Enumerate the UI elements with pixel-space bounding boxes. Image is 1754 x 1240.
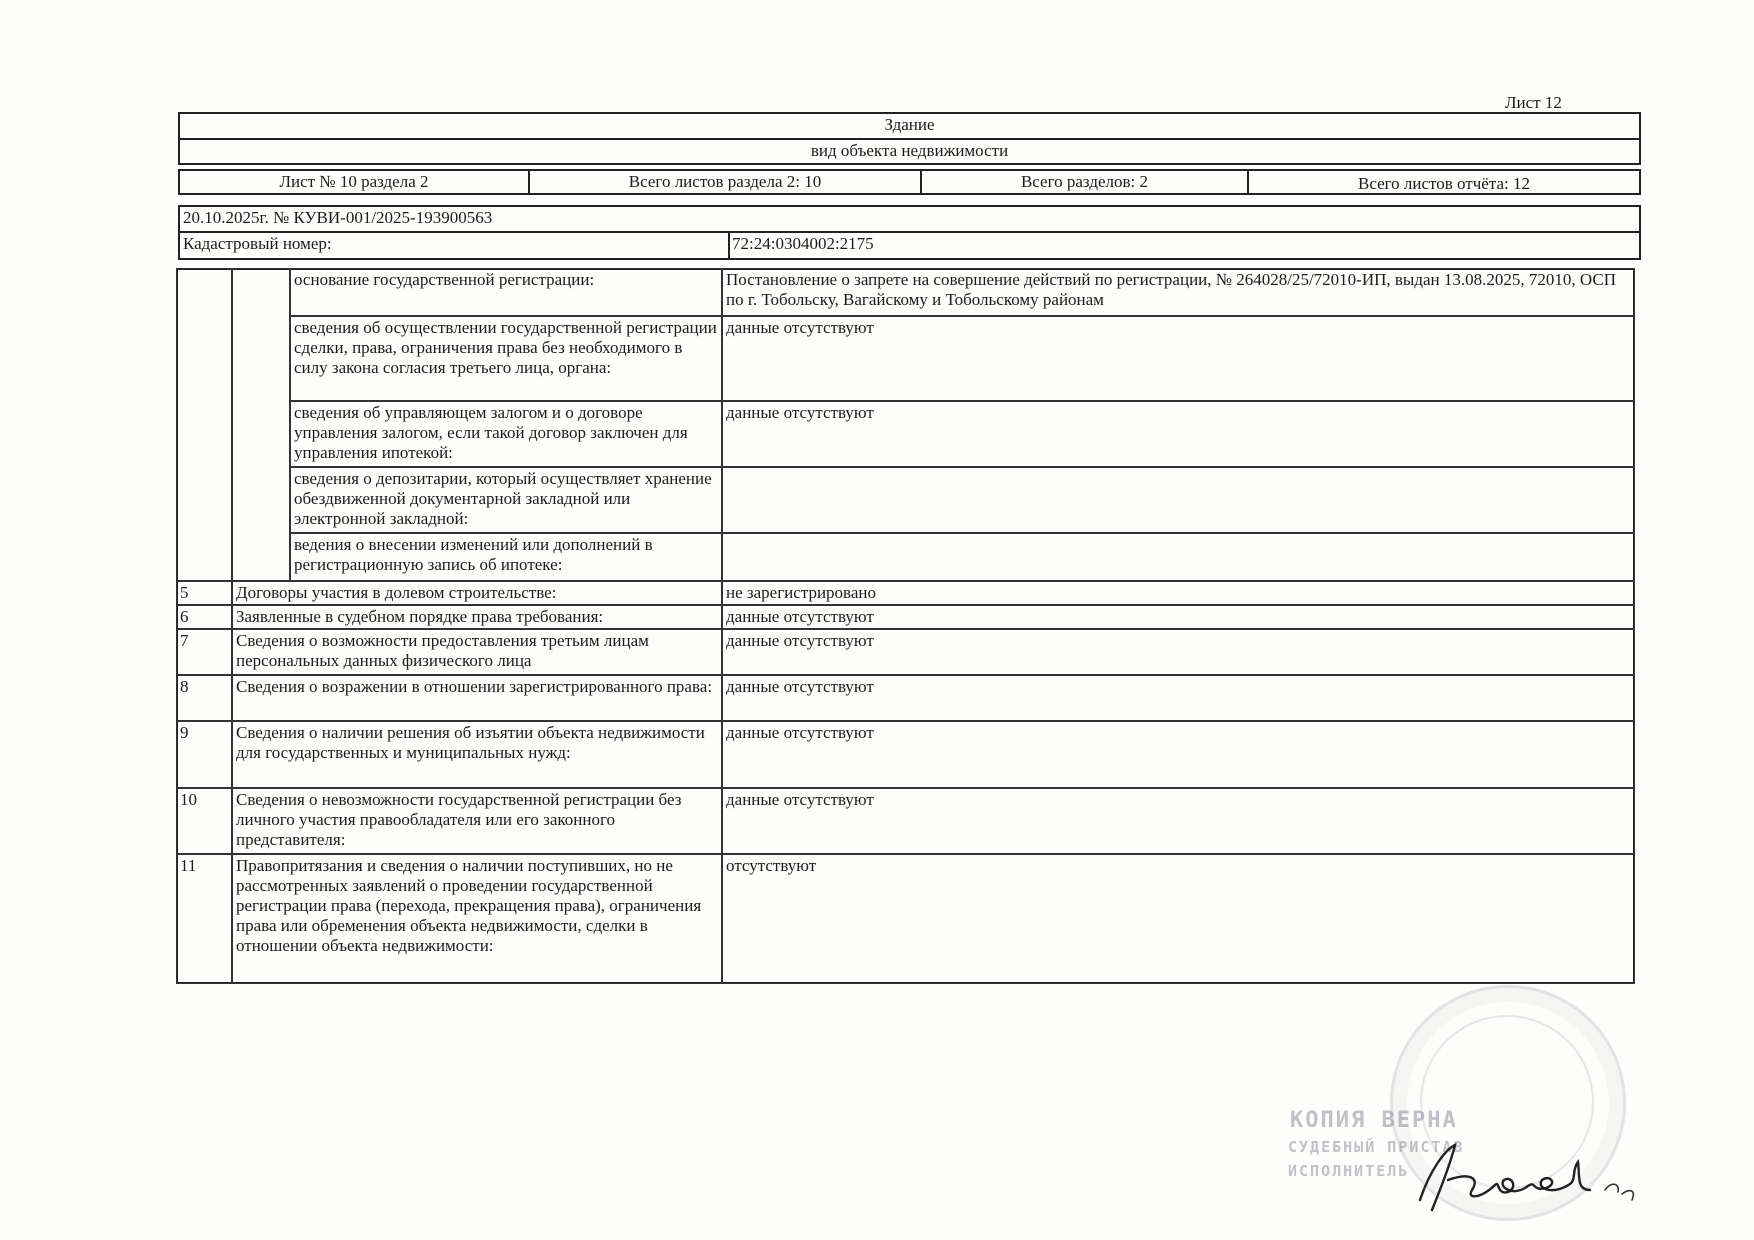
row-value: данные отсутствуют (722, 605, 1635, 629)
date-number: 20.10.2025г. № КУВИ-001/2025-193900563 (183, 208, 493, 227)
row-number: 5 (176, 581, 232, 605)
stamp-line-2: СУДЕБНЫЙ ПРИСТАВ (1288, 1138, 1465, 1156)
row-value: данные отсутствуют (722, 629, 1635, 675)
total-sections: Всего разделов: 2 (1020, 172, 1149, 191)
object-subtitle: вид объекта недвижимости (810, 141, 1009, 160)
row-label: Сведения о возможности предоставления третьим лицам персональных данных физического лица (232, 629, 722, 675)
cadastral-divider (728, 231, 730, 258)
row-value: отсутствуют (722, 854, 1635, 984)
cadastral-label: Кадастровый номер: (183, 234, 332, 253)
sub-row-value: данные отсутствуют (722, 401, 1635, 467)
sub-row-value (722, 467, 1635, 533)
stamp-line-3: ИСПОЛНИТЕЛЬ (1288, 1162, 1410, 1180)
sub-row-label: сведения об управляющем залогом и о договоре управления залогом, если такой договор заключен для управления ипотекой: (290, 401, 722, 467)
sub-row-label: сведения об осуществлении государственной регистрации сделки, права, ограничения права без необходимого в силу закона согласия третьего лица, органа: (290, 316, 722, 401)
stamp-line (1290, 1108, 1458, 1133)
signature (1400, 1140, 1660, 1220)
row-number: 10 (176, 788, 232, 854)
sheet-label: Лист 12 (1505, 93, 1562, 112)
row-label: Договоры участия в долевом строительстве: (232, 581, 722, 605)
row-label: Заявленные в судебном порядке права требования: (232, 605, 722, 629)
indent-cell-empty (232, 268, 290, 581)
total-sheets-section: Всего листов раздела 2: 10 (628, 172, 822, 191)
row-number: 11 (176, 854, 232, 984)
id-divider (180, 231, 1639, 233)
row-label: Сведения о невозможности государственной регистрации без личного участия правообладателя или его законного представителя: (232, 788, 722, 854)
sub-row-value (722, 533, 1635, 581)
row-value: данные отсутствуют (722, 788, 1635, 854)
encumbrance-table (176, 268, 1635, 984)
row-label: Сведения о наличии решения об изъятии объекта недвижимости для государственных и муниципальных нужд: (232, 721, 722, 788)
sheet-info-row (178, 169, 1641, 195)
num-cell-empty (176, 268, 232, 581)
row-value: данные отсутствуют (722, 675, 1635, 721)
row-number: 8 (176, 675, 232, 721)
row-label: Сведения о возражении в отношении зарегистрированного права: (232, 675, 722, 721)
sub-row-label: ведения о внесении изменений или дополнений в регистрационную запись об ипотеке: (290, 533, 722, 581)
stamp-line-1: КОПИЯ ВЕРНА (1290, 1108, 1458, 1133)
row-number: 9 (176, 721, 232, 788)
object-type-header (178, 112, 1641, 165)
sheet-of-section: Лист № 10 раздела 2 (279, 172, 429, 191)
cadastral-number: 72:24:0304002:2175 (732, 234, 874, 253)
row-value: данные отсутствуют (722, 721, 1635, 788)
document-id-block (178, 205, 1641, 260)
object-title: Здание (884, 115, 935, 134)
header-divider (180, 138, 1639, 140)
total-sheets-report: Всего листов отчёта: 12 (1357, 174, 1530, 193)
stamp-line (1288, 1162, 1409, 1180)
row-value: не зарегистрировано (722, 581, 1635, 605)
row-number: 7 (176, 629, 232, 675)
row-label: Правопритязания и сведения о наличии поступивших, но не рассмотренных заявлений о проведении государственной регистрации права (перехода, прекращения права), ограничения права или обременения объекта недвижимости, сделки в отношении объекта недвижимости: (232, 854, 722, 984)
sub-row-label: основание государственной регистрации: (290, 268, 722, 316)
sub-row-label: сведения о депозитарии, который осуществляет хранение обездвиженной документарной закладной или электронной закладной: (290, 467, 722, 533)
row-number: 6 (176, 605, 232, 629)
sub-row-value: данные отсутствуют (722, 316, 1635, 401)
sub-row-value: Постановление о запрете на совершение действий по регистрации, № 264028/25/72010-ИП, выдан 13.08.2025, 72010, ОСП по г. Тобольску, Вагайскому и Тобольскому районам (722, 268, 1635, 316)
